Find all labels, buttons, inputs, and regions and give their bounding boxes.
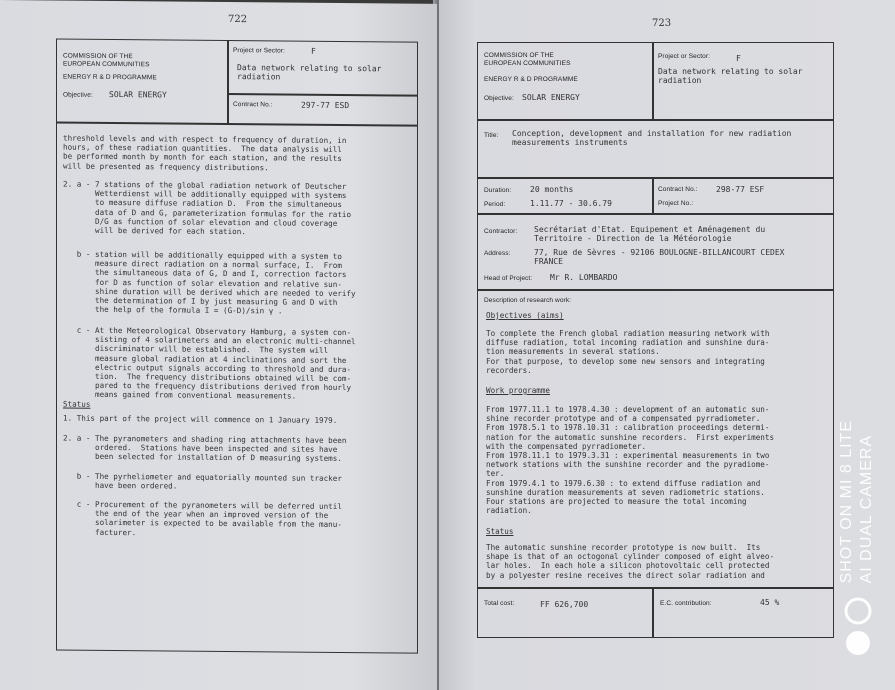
form-frame [56,38,418,653]
status-item-2c: c - Procurement of the pyranometers will be deferred until the end of the year when an improved version of the solarimeter is expected to be available from the manu- facturer. [76,499,342,537]
form-frame [477,42,834,638]
body-item-2c: c - At the Meteorological Observatory Hamburg, a system con- sisting of 4 solarimeters and an electronic multi-channel discriminator will be established. The system will measure global radiation at 4 inclinations and sort the electric output signals according to threshold and dura- tion. The frequency distributions obtained will be com- pared to the frequency distributions derived from hourly means gained from conventional measurements. [76,325,356,402]
left-page [0,0,437,690]
work-programme-text: From 1977.11.1 to 1978.4.30 : development of an automatic sun- shine recorder prototype and of a compensated pyrradiometer. From 1978.5.1 to 1978.10.31 : calibration proceedings determi- nation for the automatic sunshine recorders. First experiments with the compensated pyrradiometer. From 1978.11.1 to 1979.3.31 : experimental measurements in two network stations with the sunshine recorder and the pyradiome- ter. From 1979.4.1 to 1979.6.30 : to extend diffuse radiation and sunshine duration measurements at seven radiometric stations. Four stations are projected to measure the total incoming radiation. [486,405,775,516]
objectives-text: To complete the French global radiation measuring network with diffuse radiation, total incoming radiation and sunshine dura- tion measurements in several stations. For that purpose, to develop some new sensors and integrating recorders. [486,329,770,375]
project-title: Data network relating to solar radiation [237,63,382,82]
status-heading: Status [486,527,514,536]
status-item-2a: 2. a - The pyranometers and shading ring attachments have been ordered. Stations have been inspected and sites have been selected for installation of D measuring systems. [63,433,347,464]
project-label: Project or Sector: [658,53,711,60]
camera-watermark [837,420,877,583]
head-of-project-label: Head of Project: [484,275,533,282]
title-label: Title: [484,132,499,139]
project-title: Data network relating to solar radiation [658,67,803,85]
work-programme-heading: Work programme [486,386,551,395]
objective-value: SOLAR ENERGY [522,93,580,102]
page-number: 723 [652,18,672,29]
status-heading: Status [63,399,91,409]
total-cost-value: FF 626,700 [540,600,589,609]
contract-value: 297-77 ESD [301,100,350,111]
project-letter: F [736,54,741,63]
status-text: The automatic sunshine recorder prototype is now built. Its shape is that of an octogonal cylinder composed of eight alveo- lar holes. In each hole a silicon photovoltaic cell protected by a polyester resine receives the direct solar radiation and [486,543,775,580]
ec-contribution-label: E.C. contribution: [660,600,712,607]
head-of-project-value: Mr R. LOMBARDO [550,273,618,282]
project-letter: F [311,46,316,56]
objective-label: Objective: [484,95,514,102]
contract-value: 298-77 ESF [716,185,765,194]
period-value: 1.11.77 - 30.6.79 [530,199,612,208]
contract-label: Contract No.: [658,186,698,193]
description-label: Description of research work: [484,297,572,304]
camera-dot-icon [843,628,873,658]
objectives-heading: Objectives (aims) [486,311,564,320]
body-item-2b: b - station will be additionally equipped with a system to measure direct radiation on a normal surface, I. From the simultaneous data of G, D and I, correction factors for D as function of solar elevation and relative sun- shine duration will be derived which are needed to verify the determination of I by just measuring G and D with the help of the formula I = (G-D)/sin γ . [76,249,356,316]
commission-label: COMMISSION OF THE EUROPEAN COMMUNITIES [484,52,571,67]
page-number: 722 [228,13,248,26]
project-label: Project or Sector: [233,47,286,55]
body-item-2a: 2. a - 7 stations of the global radiation network of Deutscher Wetterdienst will be additionally equipped with systems to measure diffuse radiation D. From the simultaneous data of D and G, parameterization formulas for the ratio D/G as function of solar elevation and cloud coverage will be derived for each station. [63,179,352,237]
objective-value: SOLAR ENERGY [109,89,167,100]
watermark-line-1: SHOT ON MI 8 LITE [838,420,855,584]
body-paragraph: threshold levels and with respect to frequency of duration, in hours, of these radiation quantities. The data analysis will be performed month by month for each station, and the results will be presented as frequency distributions. [63,133,347,172]
objective-label: Objective: [63,91,93,99]
contract-label: Contract No.: [233,101,273,109]
camera-logo-icon [843,596,873,626]
programme-label: ENERGY R & D PROGRAMME [484,76,578,83]
ec-contribution-value: 45 % [760,598,780,607]
status-item-2b: b - The pyrheliometer and equatorially mounted sun tracker have been ordered. [76,471,342,491]
watermark-line-2: AI DUAL CAMERA [858,434,875,584]
project-no-label: Project No.: [658,200,694,207]
contractor-value: Secrétariat d'Etat. Equipement et Aménagement du Territoire - Direction de la Météorologie [534,225,766,243]
period-label: Period: [484,201,506,208]
contractor-label: Contractor: [484,228,518,235]
right-page [439,0,895,690]
status-item-1: 1. This part of the project will commence on 1 January 1979. [63,413,338,425]
total-cost-label: Total cost: [484,600,515,607]
duration-label: Duration: [484,187,512,194]
title-value: Conception, development and installation for new radiation measurements instruments [512,129,792,147]
address-label: Address: [484,250,511,257]
address-value: 77, Rue de Sèvres - 92106 BOULOGNE-BILLANCOURT CEDEX FRANCE [534,248,785,266]
programme-label: ENERGY R & D PROGRAMME [63,73,157,82]
commission-label: COMMISSION OF THE EUROPEAN COMMUNITIES [63,52,150,69]
duration-value: 20 months [530,185,574,194]
